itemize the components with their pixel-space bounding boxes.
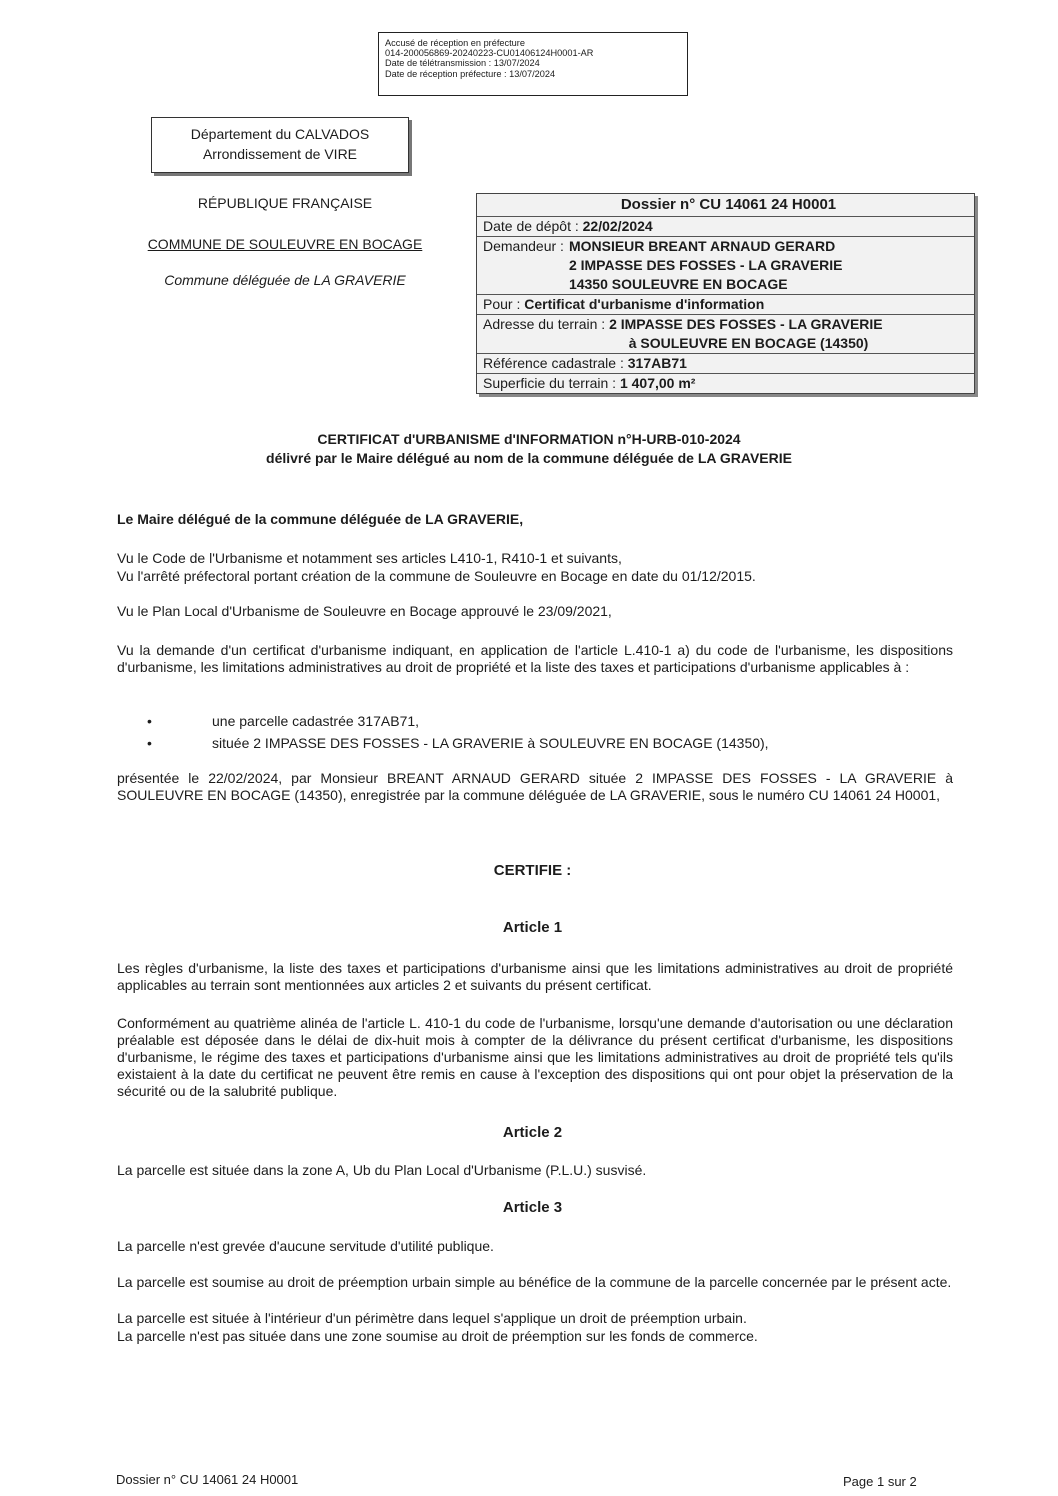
demandeur-line3: 14350 SOULEUVRE EN BOCAGE — [568, 276, 788, 292]
superficie-value: 1 407,00 m² — [619, 375, 696, 391]
article-2-title: Article 2 — [502, 1124, 563, 1141]
superficie-label: Superficie du terrain : — [483, 375, 617, 391]
certificate-title-line1: CERTIFICAT d'URBANISME d'INFORMATION n°H-URB-010-2024 — [317, 431, 741, 447]
department-label: Département du CALVADOS — [190, 126, 370, 142]
stamp-line: Date de télétransmission : 13/07/2024 — [385, 58, 540, 69]
article-2-paragraph: La parcelle est située dans la zone A, Ub du Plan Local d'Urbanisme (P.L.U.) susvisé. — [117, 1162, 647, 1178]
prefecture-receipt-stamp — [378, 32, 688, 96]
dossier-demandeur-row — [477, 237, 974, 295]
stamp-line: Accusé de réception en préfecture — [385, 38, 525, 48]
article-3-paragraph-2: La parcelle est soumise au droit de préemption urbain simple au bénéfice de la commune de la parcelle concernée par le présent acte. — [117, 1274, 952, 1290]
certificate-title — [0, 430, 1058, 468]
certifie-heading: CERTIFIE : — [493, 862, 572, 879]
adresse-label: Adresse du terrain : — [483, 316, 606, 332]
article-1-paragraph-1: Les règles d'urbanisme, la liste des taxes et participations d'urbanisme ainsi que les limitations administratives au droit de propriété applicables au terrain sont mentionnées aux articles 2 et suivants du présent certificat. — [117, 960, 953, 993]
adresse-line1: 2 IMPASSE DES FOSSES - LA GRAVERIE — [609, 316, 883, 332]
footer-dossier: Dossier n° CU 14061 24 H0001 — [116, 1472, 299, 1487]
vu-arrete: Vu l'arrêté préfectoral portant création de la commune de Souleuvre en Bocage en date du 01/12/2015. — [117, 568, 756, 584]
demandeur-line2: 2 IMPASSE DES FOSSES - LA GRAVERIE — [568, 257, 843, 273]
dossier-superficie-row — [477, 374, 974, 393]
republic-label: RÉPUBLIQUE FRANÇAISE — [197, 195, 373, 211]
date-value: 22/02/2024 — [582, 218, 653, 234]
bullet-icon: • — [147, 713, 152, 729]
adresse-line2: à SOULEUVRE EN BOCAGE (14350) — [628, 335, 869, 351]
dossier-adresse-row — [477, 315, 974, 354]
commune-deleguee-label: Commune déléguée de — [164, 272, 310, 288]
pour-value: Certificat d'urbanisme d'information — [524, 296, 765, 312]
article-1-paragraph-2: Conformément au quatrième alinéa de l'article L. 410-1 du code de l'urbanisme, lorsqu'une demande d'autorisation ou une déclaration préalable est déposée dans le délai de dix-huit mois à compter de la délivrance du présent certificat d'urbanisme, les dispositions d'urbanisme, le régime des taxes et participations d'urbanisme ainsi que les limitations administratives au droit de propriété tels qu'ils existaient à la date du certificat ne peuvent être remis en cause à l'exception des dispositions qui ont pour objet la préservation de la sécurité ou de la salubrité publique. — [117, 1015, 953, 1099]
ref-label: Référence cadastrale : — [483, 355, 624, 371]
demandeur-label: Demandeur : — [483, 238, 564, 254]
arrondissement-label: Arrondissement de VIRE — [202, 146, 358, 162]
date-label: Date de dépôt : — [483, 218, 579, 234]
article-1-title: Article 1 — [502, 919, 563, 936]
vu-code: Vu le Code de l'Urbanisme et notamment ses articles L410-1, R410-1 et suivants, — [117, 550, 622, 566]
stamp-line: Date de réception préfecture : 13/07/2024 — [385, 68, 556, 79]
certificate-title-line2: délivré par le Maire délégué au nom de la commune déléguée de LA GRAVERIE — [266, 450, 792, 466]
list-item: une parcelle cadastrée 317AB71, — [212, 713, 420, 729]
department-box — [151, 117, 409, 173]
commune-deleguee — [120, 272, 450, 288]
dossier-box — [476, 193, 975, 394]
presentee-paragraph: présentée le 22/02/2024, par Monsieur BREANT ARNAUD GERARD située 2 IMPASSE DES FOSSES - LA GRAVERIE à SOULEUVRE EN BOCAGE (14350), enregistrée par la commune déléguée de LA GRAVERIE, sous le numéro CU 14061 24 H0001, — [117, 770, 953, 803]
article-3-paragraph-3: La parcelle est située à l'intérieur d'un périmètre dans lequel s'applique un droit de préemption urbain. — [117, 1310, 747, 1326]
dossier-pour-row — [477, 295, 974, 315]
dossier-date-row — [477, 217, 974, 237]
dossier-ref-row — [477, 354, 974, 374]
list-item: située 2 IMPASSE DES FOSSES - LA GRAVERIE à SOULEUVRE EN BOCAGE (14350), — [212, 735, 769, 751]
page-number: Page 1 sur 2 — [843, 1474, 917, 1489]
dossier-title: Dossier n° CU 14061 24 H0001 — [477, 194, 974, 217]
demandeur-line1: MONSIEUR BREANT ARNAUD GERARD — [568, 238, 836, 254]
article-3-title: Article 3 — [502, 1199, 563, 1216]
article-3-paragraph-1: La parcelle n'est grevée d'aucune servitude d'utilité publique. — [117, 1238, 494, 1254]
pour-label: Pour : — [483, 296, 521, 312]
stamp-line: 014-200056869-20240223-CU01406124H0001-AR — [385, 48, 594, 59]
parcel-list — [117, 713, 953, 753]
ref-value: 317AB71 — [627, 355, 687, 371]
vu-demande: Vu la demande d'un certificat d'urbanisme indiquant, en application de l'article L.410-1 a) du code de l'urbanisme, les dispositions d'urbanisme, les limitations administratives au droit de propriété et la liste des taxes et participations d'urbanisme applicables à : — [117, 642, 953, 675]
maire-heading: Le Maire délégué de la commune déléguée de LA GRAVERIE, — [117, 511, 524, 527]
article-3-paragraph-4: La parcelle n'est pas située dans une zone soumise au droit de préemption sur les fonds de commerce. — [117, 1328, 758, 1344]
bullet-icon: • — [147, 735, 152, 751]
commune-label: COMMUNE DE SOULEUVRE EN BOCAGE — [147, 236, 423, 252]
vu-plu: Vu le Plan Local d'Urbanisme de Souleuvre en Bocage approuvé le 23/09/2021, — [117, 603, 612, 619]
commune-deleguee-name: LA GRAVERIE — [313, 272, 406, 288]
